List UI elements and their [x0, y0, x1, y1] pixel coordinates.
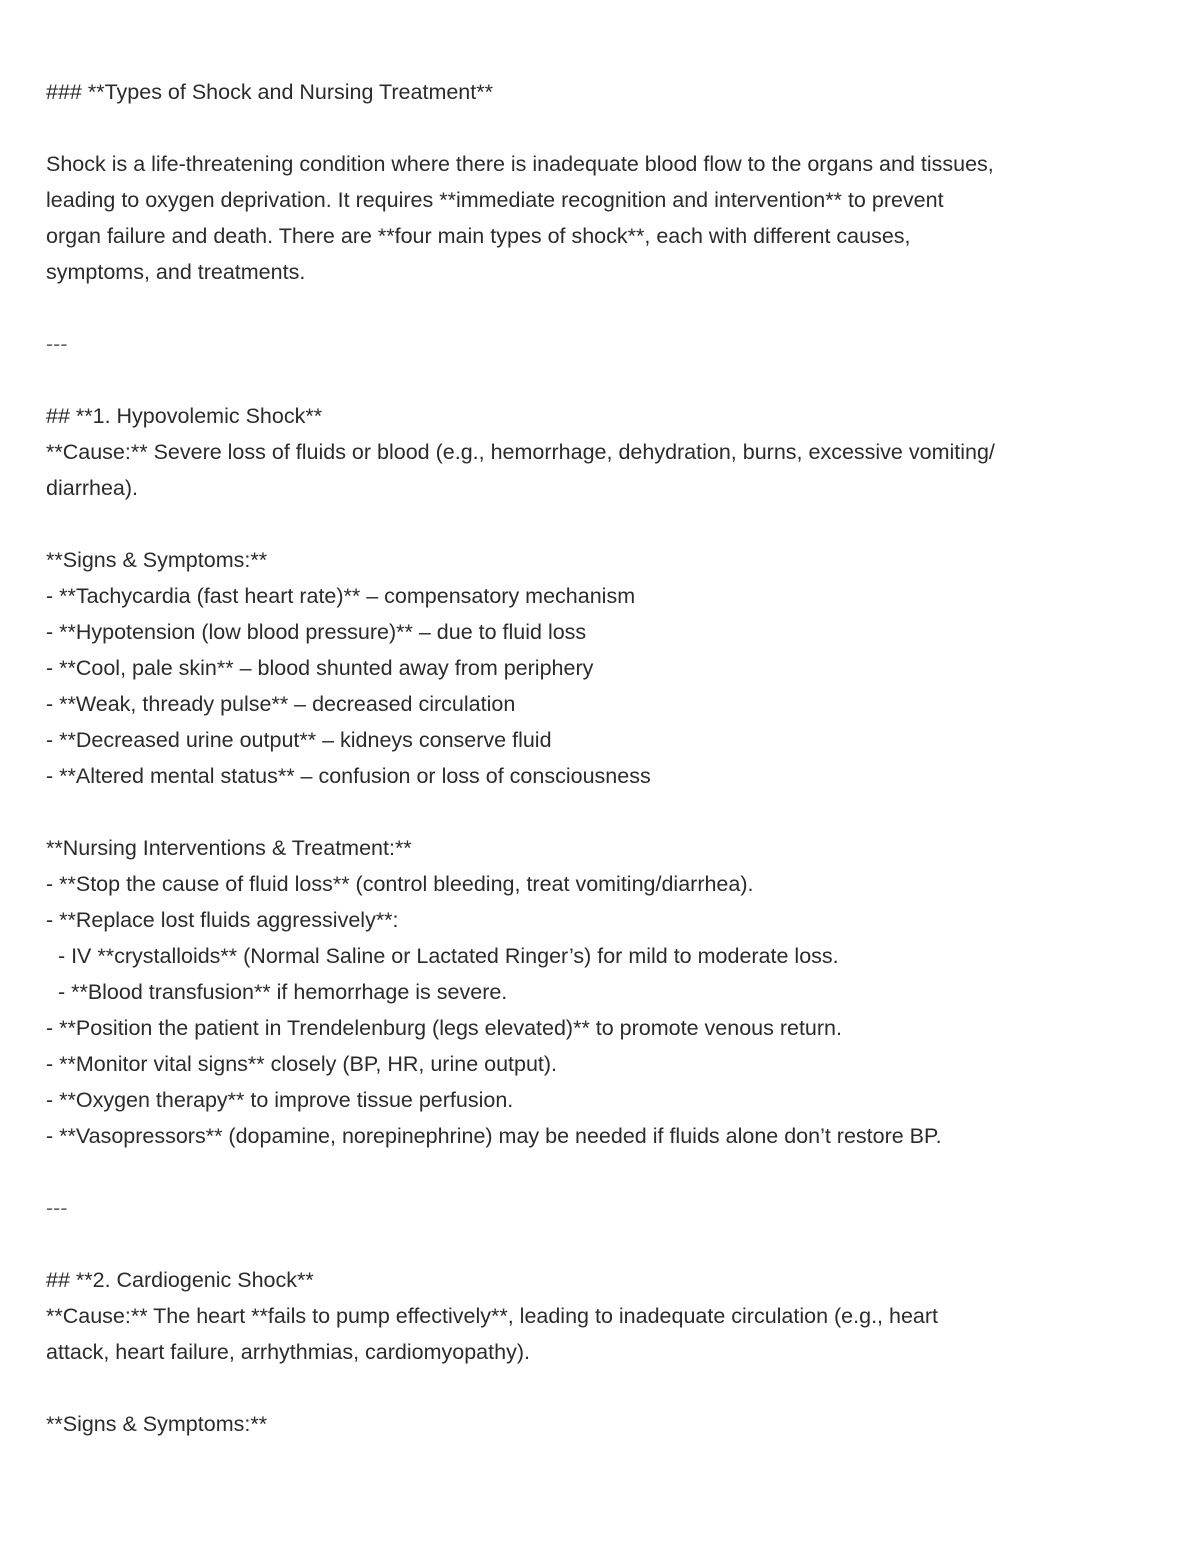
sign-item: - **Tachycardia (fast heart rate)** – compensatory mechanism: [46, 584, 636, 608]
spacer: [46, 1226, 1166, 1262]
intro-line: organ failure and death. There are **four main types of shock**, each with different causes,: [46, 224, 911, 248]
cause-line: **Cause:** The heart **fails to pump effectively**, leading to inadequate circulation (e.g., heart: [46, 1304, 938, 1328]
intervention-item: - **Position the patient in Trendelenburg (legs elevated)** to promote venous return.: [46, 1016, 842, 1040]
spacer: [46, 794, 1166, 830]
interventions-heading: **Nursing Interventions & Treatment:**: [46, 836, 412, 860]
sign-item: - **Hypotension (low blood pressure)** – due to fluid loss: [46, 620, 587, 644]
sign-item: - **Altered mental status** – confusion or loss of consciousness: [46, 764, 651, 788]
cause-line: diarrhea).: [46, 476, 139, 500]
signs-heading: **Signs & Symptoms:**: [46, 548, 268, 572]
horizontal-rule: ---: [46, 332, 68, 356]
cause-line: attack, heart failure, arrhythmias, cardiomyopathy).: [46, 1340, 530, 1364]
intervention-item: - **Oxygen therapy** to improve tissue perfusion.: [46, 1088, 514, 1112]
document-title: ### **Types of Shock and Nursing Treatment**: [46, 80, 493, 104]
horizontal-rule: ---: [46, 1196, 68, 1220]
section-hypovolemic-shock: [46, 398, 1166, 1154]
spacer: [46, 506, 1166, 542]
document-page: [46, 74, 1166, 1442]
spacer: [46, 1154, 1166, 1190]
intervention-subitem: - **Blood transfusion** if hemorrhage is severe.: [46, 980, 508, 1004]
spacer: [46, 110, 1166, 146]
sign-item: - **Weak, thready pulse** – decreased circulation: [46, 692, 516, 716]
section-heading: ## **1. Hypovolemic Shock**: [46, 404, 323, 428]
section-cardiogenic-shock: [46, 1262, 1166, 1442]
section-heading: ## **2. Cardiogenic Shock**: [46, 1268, 314, 1292]
intro-line: symptoms, and treatments.: [46, 260, 306, 284]
intro-line: Shock is a life-threatening condition where there is inadequate blood flow to the organs and tissues,: [46, 152, 994, 176]
intervention-item: - **Vasopressors** (dopamine, norepinephrine) may be needed if fluids alone don’t restore BP.: [46, 1124, 942, 1148]
intervention-item: - **Replace lost fluids aggressively**:: [46, 908, 399, 932]
intro-paragraph: [46, 146, 1166, 290]
signs-heading: **Signs & Symptoms:**: [46, 1412, 268, 1436]
intervention-item: - **Stop the cause of fluid loss** (control bleeding, treat vomiting/diarrhea).: [46, 872, 754, 896]
intro-line: leading to oxygen deprivation. It requires **immediate recognition and intervention** to prevent: [46, 188, 944, 212]
intervention-item: - **Monitor vital signs** closely (BP, HR, urine output).: [46, 1052, 558, 1076]
sign-item: - **Cool, pale skin** – blood shunted away from periphery: [46, 656, 594, 680]
intervention-subitem: - IV **crystalloids** (Normal Saline or Lactated Ringer’s) for mild to moderate loss.: [46, 944, 839, 968]
spacer: [46, 290, 1166, 326]
sign-item: - **Decreased urine output** – kidneys conserve fluid: [46, 728, 552, 752]
spacer: [46, 1370, 1166, 1406]
cause-line: **Cause:** Severe loss of fluids or blood (e.g., hemorrhage, dehydration, burns, excessive vomiting/: [46, 440, 995, 464]
spacer: [46, 362, 1166, 398]
